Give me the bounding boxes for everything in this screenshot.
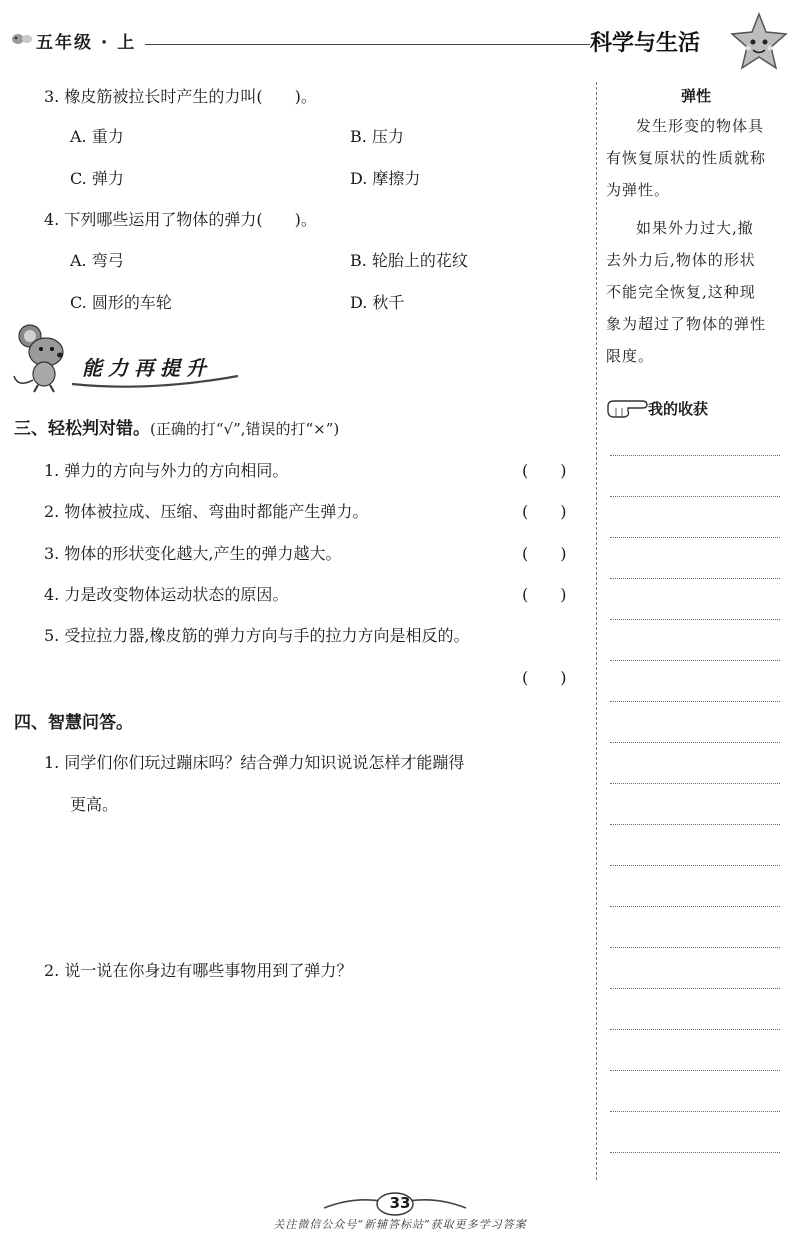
- gain-writing-line[interactable]: [610, 701, 780, 702]
- qa-q2-answer-area[interactable]: [44, 996, 584, 1176]
- gain-writing-line[interactable]: [610, 988, 780, 989]
- gain-writing-line[interactable]: [610, 660, 780, 661]
- sidebar-para1: [606, 110, 786, 206]
- sidebar-para1-line: 发生形变的物体具: [636, 117, 765, 135]
- banner-swoosh: [70, 370, 240, 390]
- pointing-hand-icon: [606, 398, 650, 420]
- mascot-star-icon: [728, 12, 790, 74]
- judge-item-2: 2. 物体被拉成、压缩、弯曲时都能产生弹力。: [44, 502, 369, 521]
- sidebar-para2-line: 限度。: [606, 347, 655, 365]
- judge-hint: (正确的打“√”,错误的打“×”): [150, 420, 340, 438]
- choice-q3-option-b[interactable]: B. 压力: [350, 127, 404, 146]
- gain-writing-line[interactable]: [610, 824, 780, 825]
- header: [0, 0, 800, 80]
- judge-item-4: 4. 力是改变物体运动状态的原因。: [44, 585, 289, 604]
- gain-writing-line[interactable]: [610, 1070, 780, 1071]
- gain-writing-line[interactable]: [610, 455, 780, 456]
- sidebar-para1-line: 有恢复原状的性质就称: [606, 149, 767, 167]
- page-number: 33: [389, 1194, 411, 1212]
- choice-q3-option-c[interactable]: C. 弹力: [70, 169, 124, 188]
- subject-title: 科学与生活: [590, 31, 701, 56]
- sidebar: [606, 82, 786, 372]
- judge-answer-1[interactable]: ( ): [522, 461, 567, 480]
- choice-q3-option-d[interactable]: D. 摩擦力: [350, 169, 421, 188]
- gain-writing-line[interactable]: [610, 906, 780, 907]
- choice-q4-option-b[interactable]: B. 轮胎上的花纹: [350, 251, 468, 270]
- choice-q3-stem: 3. 橡皮筋被拉长时产生的力叫( )。: [44, 87, 317, 106]
- gain-writing-line[interactable]: [610, 1111, 780, 1112]
- judge-item-5: 5. 受拉拉力器,橡皮筋的弹力方向与手的拉力方向是相反的。: [44, 626, 470, 645]
- qa-section-title: 四、智慧问答。: [14, 713, 133, 733]
- judge-answer-2[interactable]: ( ): [522, 502, 567, 521]
- grade-label: 五年级 · 上: [36, 33, 137, 53]
- gain-writing-line[interactable]: [610, 1152, 780, 1153]
- gain-writing-line[interactable]: [610, 865, 780, 866]
- sidebar-para2-line: 去外力后,物体的形状: [606, 251, 756, 269]
- gain-writing-line[interactable]: [610, 1029, 780, 1030]
- judge-answer-5[interactable]: ( ): [522, 668, 567, 687]
- gain-writing-line[interactable]: [610, 578, 780, 579]
- gain-title: 我的收获: [648, 400, 709, 418]
- gain-writing-line[interactable]: [610, 947, 780, 948]
- choice-q4-option-a[interactable]: A. 弯弓: [70, 251, 124, 270]
- choice-q4-option-d[interactable]: D. 秋千: [350, 293, 405, 312]
- qa-q1-answer-area[interactable]: [44, 830, 584, 940]
- choice-q4-stem: 4. 下列哪些运用了物体的弹力( )。: [44, 210, 317, 229]
- gain-writing-line[interactable]: [610, 783, 780, 784]
- header-ornament-icon: [10, 30, 36, 48]
- sidebar-divider: [596, 82, 597, 1180]
- sidebar-para2-line: 象为超过了物体的弹性: [606, 315, 767, 333]
- qa-q1-line2: 更高。: [70, 795, 119, 814]
- footer-note: 关注微信公众号“新辅答标站”获取更多学习答案: [273, 1218, 527, 1231]
- judge-answer-4[interactable]: ( ): [522, 585, 567, 604]
- choice-q3-option-a[interactable]: A. 重力: [70, 127, 124, 146]
- sidebar-para2-line: 不能完全恢复,这种现: [606, 283, 756, 301]
- judge-title: 三、轻松判对错。: [14, 419, 150, 439]
- judge-item-1: 1. 弹力的方向与外力的方向相同。: [44, 461, 289, 480]
- ability-banner: [10, 322, 240, 394]
- sidebar-para2-line: 如果外力过大,撤: [636, 219, 754, 237]
- choice-q4-option-c[interactable]: C. 圆形的车轮: [70, 293, 172, 312]
- qa-q2: 2. 说一说在你身边有哪些事物用到了弹力？: [44, 961, 353, 980]
- judge-section-title: [14, 414, 339, 439]
- sidebar-para2: [606, 212, 786, 372]
- sidebar-para1-line: 为弹性。: [606, 181, 671, 199]
- judge-item-3: 3. 物体的形状变化越大,产生的弹力越大。: [44, 544, 342, 563]
- sidebar-title: 弹性: [680, 87, 711, 105]
- gain-writing-line[interactable]: [610, 742, 780, 743]
- judge-answer-3[interactable]: ( ): [522, 544, 567, 563]
- banner-title: 能力再提升: [82, 356, 212, 380]
- header-rule: [145, 44, 595, 45]
- gain-writing-line[interactable]: [610, 496, 780, 497]
- gain-writing-line[interactable]: [610, 619, 780, 620]
- gain-writing-line[interactable]: [610, 537, 780, 538]
- footer: [0, 1186, 800, 1236]
- qa-q1-line1: 1. 同学们你们玩过蹦床吗？结合弹力知识说说怎样才能蹦得: [44, 753, 465, 772]
